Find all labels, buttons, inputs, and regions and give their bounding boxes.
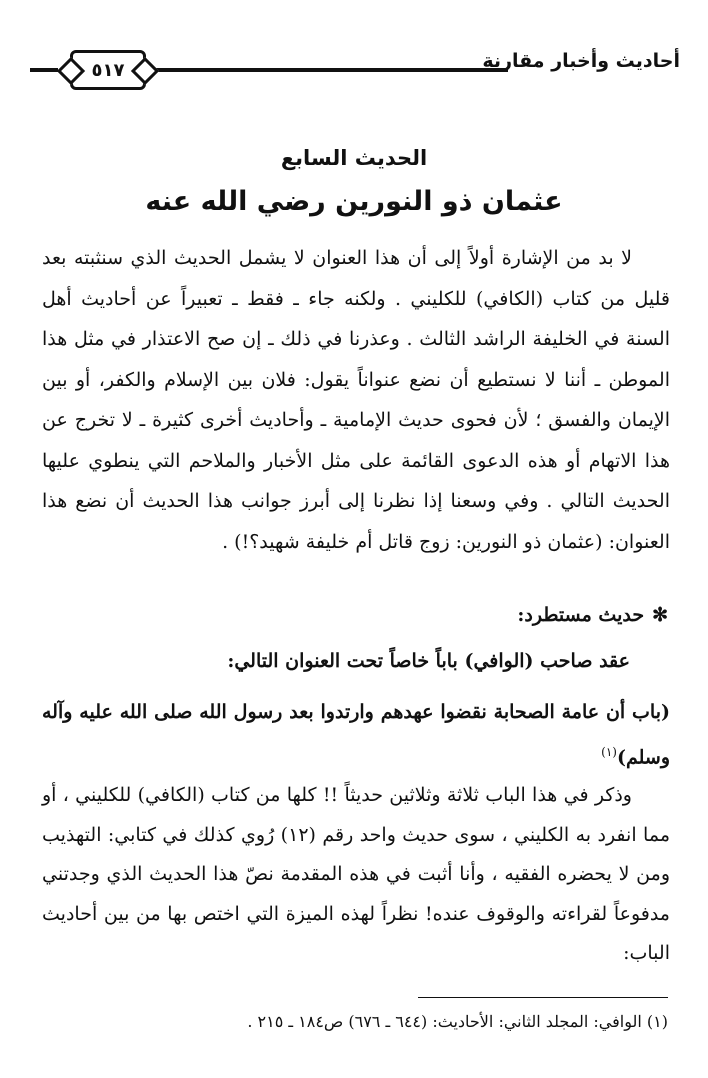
footnote: (١) الوافي: المجلد الثاني: الأحاديث: (٦٤٤ ـ ٦٧٦) ص١٨٤ ـ ٢١٥ .: [247, 1012, 668, 1031]
paragraph-1: لا بد من الإشارة أولاً إلى أن هذا العنوان لا يشمل الحديث الذي سنثبته بعد قليل من كتاب (الكافي) للكليني . ولكنه جاء ـ فقط ـ تعبيراً عن أحاديث أهل السنة في الخليفة الراشد الثالث . وعذرنا في ذلك ـ إن صح الاعتذار في مثل هذا الموطن ـ أننا لا نستطيع أن نضع عنواناً يقول: فلان بين الإسلام والكفر، أو بين الإيمان والفسق ؛ لأن فحوى حديث الإمامية ـ وأحاديث أخرى كثيرة ـ لا تخرج عن هذا الاتهام أو هذه الدعوى القائمة على مثل الأخبار والملاحم التي ينطوي عليها الحديث التالي . وفي وسعنا إذا نظرنا إلى أبرز جوانب هذا الحديث أن نضع هذا العنوان: (عثمان ذو النورين: زوج قاتل أم خليفة شهيد؟!) .: [42, 247, 670, 553]
star-icon: ✻: [652, 604, 668, 626]
subheading-text: حديث مستطرد:: [517, 604, 645, 626]
page-number-badge: [70, 50, 146, 90]
paragraph-2: وذكر في هذا الباب ثلاثة وثلاثين حديثاً !! كلها من كتاب (الكافي) للكليني ، أو مما انفرد به الكليني ، سوى حديث واحد رقم (١٢) رُوي كذلك في كتابي: التهذيب ومن لا يحضره الفقيه ، وأنا أثبت في هذه المقدمة نصّ هذا الحديث الذي وجدتني مدفوعاً لقراءته والوقوف عنده! نظراً لهذه الميزة التي اختص بها من بين أحاديث الباب:: [42, 784, 670, 964]
hadith-label: الحديث السابع: [280, 146, 428, 170]
running-title: أحاديث وأخبار مقارنة: [482, 50, 680, 72]
lead-line: عقد صاحب (الوافي) باباً خاصاً تحت العنوان التالي:: [227, 650, 630, 672]
subheading: [517, 604, 668, 626]
footnote-ref: (١): [601, 745, 617, 759]
bab-title-block: [42, 692, 670, 777]
hadith-title: عثمان ذو النورين رضي الله عنه: [145, 186, 563, 217]
page-number: ٥١٧: [91, 59, 125, 81]
bab-title: (باب أن عامة الصحابة نقضوا عهدهم وارتدوا بعد رسول الله صلى الله عليه وآله وسلم): [42, 701, 670, 769]
header-left-dash: [30, 68, 58, 72]
page-header: [30, 48, 680, 88]
main-paragraph: [42, 238, 670, 562]
footnote-rule: [418, 997, 668, 998]
header-rule: [150, 68, 508, 72]
